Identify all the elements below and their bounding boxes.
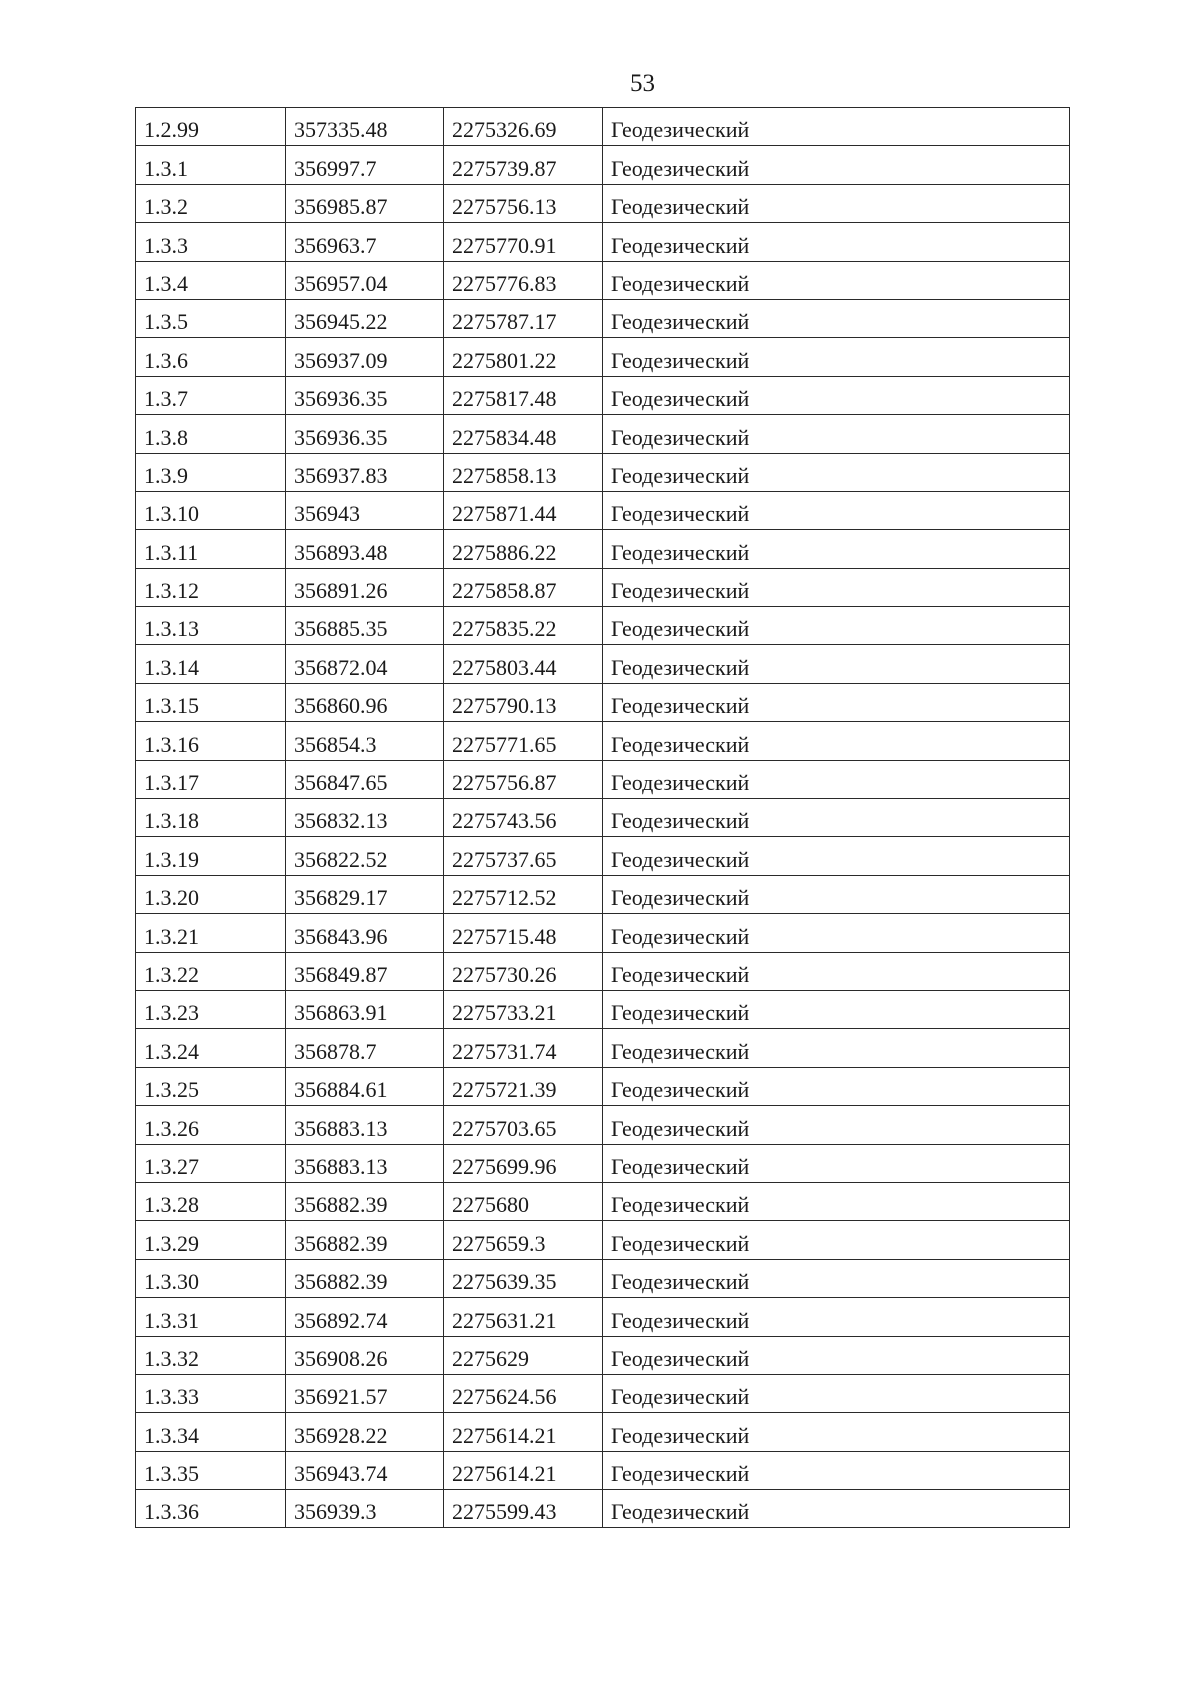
x-coordinate-cell: 356921.57 [286,1374,444,1412]
table-row [136,299,1070,337]
point-id-cell: 1.3.30 [136,1259,286,1297]
point-id-cell: 1.3.20 [136,875,286,913]
method-cell: Геодезический [603,1144,1070,1182]
y-coordinate-cell: 2275624.56 [444,1374,603,1412]
y-coordinate-cell: 2275659.3 [444,1221,603,1259]
method-cell: Геодезический [603,184,1070,222]
y-coordinate-cell: 2275743.56 [444,799,603,837]
x-coordinate-cell: 356882.39 [286,1259,444,1297]
point-id-cell: 1.3.24 [136,1029,286,1067]
y-coordinate-cell: 2275712.52 [444,875,603,913]
table-row [136,146,1070,184]
table-row [136,1259,1070,1297]
x-coordinate-cell: 356885.35 [286,607,444,645]
method-cell: Геодезический [603,990,1070,1028]
table-row [136,645,1070,683]
method-cell: Геодезический [603,146,1070,184]
method-cell: Геодезический [603,1298,1070,1336]
table-row [136,760,1070,798]
table-row [136,415,1070,453]
method-cell: Геодезический [603,799,1070,837]
y-coordinate-cell: 2275858.87 [444,568,603,606]
point-id-cell: 1.3.29 [136,1221,286,1259]
point-id-cell: 1.3.15 [136,683,286,721]
table-row [136,108,1070,146]
point-id-cell: 1.3.1 [136,146,286,184]
table-row [136,1221,1070,1259]
point-id-cell: 1.3.4 [136,261,286,299]
table-row [136,1374,1070,1412]
method-cell: Геодезический [603,376,1070,414]
y-coordinate-cell: 2275639.35 [444,1259,603,1297]
y-coordinate-cell: 2275733.21 [444,990,603,1028]
x-coordinate-cell: 356936.35 [286,376,444,414]
y-coordinate-cell: 2275326.69 [444,108,603,146]
y-coordinate-cell: 2275715.48 [444,914,603,952]
point-id-cell: 1.3.23 [136,990,286,1028]
x-coordinate-cell: 356883.13 [286,1144,444,1182]
table-row [136,1029,1070,1067]
point-id-cell: 1.3.2 [136,184,286,222]
x-coordinate-cell: 356832.13 [286,799,444,837]
point-id-cell: 1.3.27 [136,1144,286,1182]
y-coordinate-cell: 2275756.87 [444,760,603,798]
point-id-cell: 1.3.7 [136,376,286,414]
x-coordinate-cell: 356822.52 [286,837,444,875]
x-coordinate-cell: 356892.74 [286,1298,444,1336]
y-coordinate-cell: 2275817.48 [444,376,603,414]
x-coordinate-cell: 356997.7 [286,146,444,184]
table-row [136,722,1070,760]
method-cell: Геодезический [603,1490,1070,1528]
method-cell: Геодезический [603,1029,1070,1067]
x-coordinate-cell: 356829.17 [286,875,444,913]
x-coordinate-cell: 356878.7 [286,1029,444,1067]
table-row [136,875,1070,913]
coordinates-table-body [136,108,1070,1528]
table-row [136,1298,1070,1336]
x-coordinate-cell: 356891.26 [286,568,444,606]
x-coordinate-cell: 356957.04 [286,261,444,299]
y-coordinate-cell: 2275790.13 [444,683,603,721]
table-row [136,338,1070,376]
point-id-cell: 1.3.32 [136,1336,286,1374]
x-coordinate-cell: 356943 [286,491,444,529]
page-number: 53 [630,70,655,97]
y-coordinate-cell: 2275886.22 [444,530,603,568]
method-cell: Геодезический [603,338,1070,376]
y-coordinate-cell: 2275787.17 [444,299,603,337]
point-id-cell: 1.3.26 [136,1106,286,1144]
y-coordinate-cell: 2275776.83 [444,261,603,299]
point-id-cell: 1.3.5 [136,299,286,337]
method-cell: Геодезический [603,875,1070,913]
method-cell: Геодезический [603,491,1070,529]
table-row [136,376,1070,414]
table-row [136,1067,1070,1105]
y-coordinate-cell: 2275599.43 [444,1490,603,1528]
table-row [136,990,1070,1028]
method-cell: Геодезический [603,568,1070,606]
x-coordinate-cell: 356884.61 [286,1067,444,1105]
y-coordinate-cell: 2275756.13 [444,184,603,222]
point-id-cell: 1.3.22 [136,952,286,990]
method-cell: Геодезический [603,1182,1070,1220]
x-coordinate-cell: 356928.22 [286,1413,444,1451]
point-id-cell: 1.3.19 [136,837,286,875]
table-row [136,1144,1070,1182]
y-coordinate-cell: 2275803.44 [444,645,603,683]
table-row [136,1106,1070,1144]
method-cell: Геодезический [603,914,1070,952]
method-cell: Геодезический [603,760,1070,798]
method-cell: Геодезический [603,299,1070,337]
x-coordinate-cell: 356854.3 [286,722,444,760]
point-id-cell: 1.3.34 [136,1413,286,1451]
point-id-cell: 1.3.3 [136,223,286,261]
method-cell: Геодезический [603,1221,1070,1259]
point-id-cell: 1.3.11 [136,530,286,568]
x-coordinate-cell: 357335.48 [286,108,444,146]
x-coordinate-cell: 356849.87 [286,952,444,990]
x-coordinate-cell: 356847.65 [286,760,444,798]
method-cell: Геодезический [603,722,1070,760]
point-id-cell: 1.3.33 [136,1374,286,1412]
x-coordinate-cell: 356863.91 [286,990,444,1028]
y-coordinate-cell: 2275730.26 [444,952,603,990]
x-coordinate-cell: 356937.09 [286,338,444,376]
method-cell: Геодезический [603,645,1070,683]
y-coordinate-cell: 2275771.65 [444,722,603,760]
y-coordinate-cell: 2275629 [444,1336,603,1374]
point-id-cell: 1.3.14 [136,645,286,683]
method-cell: Геодезический [603,1374,1070,1412]
method-cell: Геодезический [603,108,1070,146]
table-row [136,1336,1070,1374]
x-coordinate-cell: 356882.39 [286,1221,444,1259]
point-id-cell: 1.3.18 [136,799,286,837]
point-id-cell: 1.3.28 [136,1182,286,1220]
y-coordinate-cell: 2275834.48 [444,415,603,453]
y-coordinate-cell: 2275770.91 [444,223,603,261]
x-coordinate-cell: 356908.26 [286,1336,444,1374]
x-coordinate-cell: 356882.39 [286,1182,444,1220]
table-row [136,491,1070,529]
x-coordinate-cell: 356936.35 [286,415,444,453]
x-coordinate-cell: 356872.04 [286,645,444,683]
y-coordinate-cell: 2275858.13 [444,453,603,491]
table-row [136,914,1070,952]
y-coordinate-cell: 2275680 [444,1182,603,1220]
method-cell: Геодезический [603,952,1070,990]
method-cell: Геодезический [603,1259,1070,1297]
point-id-cell: 1.3.10 [136,491,286,529]
method-cell: Геодезический [603,683,1070,721]
y-coordinate-cell: 2275631.21 [444,1298,603,1336]
y-coordinate-cell: 2275731.74 [444,1029,603,1067]
method-cell: Геодезический [603,1336,1070,1374]
point-id-cell: 1.3.31 [136,1298,286,1336]
table-row [136,683,1070,721]
y-coordinate-cell: 2275737.65 [444,837,603,875]
y-coordinate-cell: 2275871.44 [444,491,603,529]
coordinates-table [135,107,1070,1528]
method-cell: Геодезический [603,223,1070,261]
point-id-cell: 1.3.35 [136,1451,286,1489]
table-row [136,799,1070,837]
table-row [136,1490,1070,1528]
y-coordinate-cell: 2275614.21 [444,1413,603,1451]
method-cell: Геодезический [603,1067,1070,1105]
table-row [136,184,1070,222]
x-coordinate-cell: 356963.7 [286,223,444,261]
method-cell: Геодезический [603,453,1070,491]
x-coordinate-cell: 356843.96 [286,914,444,952]
y-coordinate-cell: 2275699.96 [444,1144,603,1182]
method-cell: Геодезический [603,1413,1070,1451]
table-row [136,261,1070,299]
method-cell: Геодезический [603,607,1070,645]
point-id-cell: 1.3.17 [136,760,286,798]
method-cell: Геодезический [603,1451,1070,1489]
table-row [136,568,1070,606]
method-cell: Геодезический [603,261,1070,299]
point-id-cell: 1.3.6 [136,338,286,376]
method-cell: Геодезический [603,415,1070,453]
x-coordinate-cell: 356943.74 [286,1451,444,1489]
y-coordinate-cell: 2275721.39 [444,1067,603,1105]
table-row [136,1451,1070,1489]
table-row [136,1182,1070,1220]
method-cell: Геодезический [603,837,1070,875]
point-id-cell: 1.3.16 [136,722,286,760]
method-cell: Геодезический [603,1106,1070,1144]
x-coordinate-cell: 356985.87 [286,184,444,222]
point-id-cell: 1.3.36 [136,1490,286,1528]
y-coordinate-cell: 2275703.65 [444,1106,603,1144]
x-coordinate-cell: 356883.13 [286,1106,444,1144]
x-coordinate-cell: 356945.22 [286,299,444,337]
point-id-cell: 1.3.21 [136,914,286,952]
y-coordinate-cell: 2275614.21 [444,1451,603,1489]
table-row [136,952,1070,990]
x-coordinate-cell: 356893.48 [286,530,444,568]
table-row [136,530,1070,568]
table-row [136,223,1070,261]
table-row [136,607,1070,645]
y-coordinate-cell: 2275835.22 [444,607,603,645]
table-row [136,453,1070,491]
point-id-cell: 1.3.13 [136,607,286,645]
table-row [136,1413,1070,1451]
table-row [136,837,1070,875]
x-coordinate-cell: 356860.96 [286,683,444,721]
point-id-cell: 1.3.12 [136,568,286,606]
y-coordinate-cell: 2275739.87 [444,146,603,184]
point-id-cell: 1.3.25 [136,1067,286,1105]
y-coordinate-cell: 2275801.22 [444,338,603,376]
x-coordinate-cell: 356937.83 [286,453,444,491]
x-coordinate-cell: 356939.3 [286,1490,444,1528]
point-id-cell: 1.2.99 [136,108,286,146]
method-cell: Геодезический [603,530,1070,568]
point-id-cell: 1.3.8 [136,415,286,453]
point-id-cell: 1.3.9 [136,453,286,491]
